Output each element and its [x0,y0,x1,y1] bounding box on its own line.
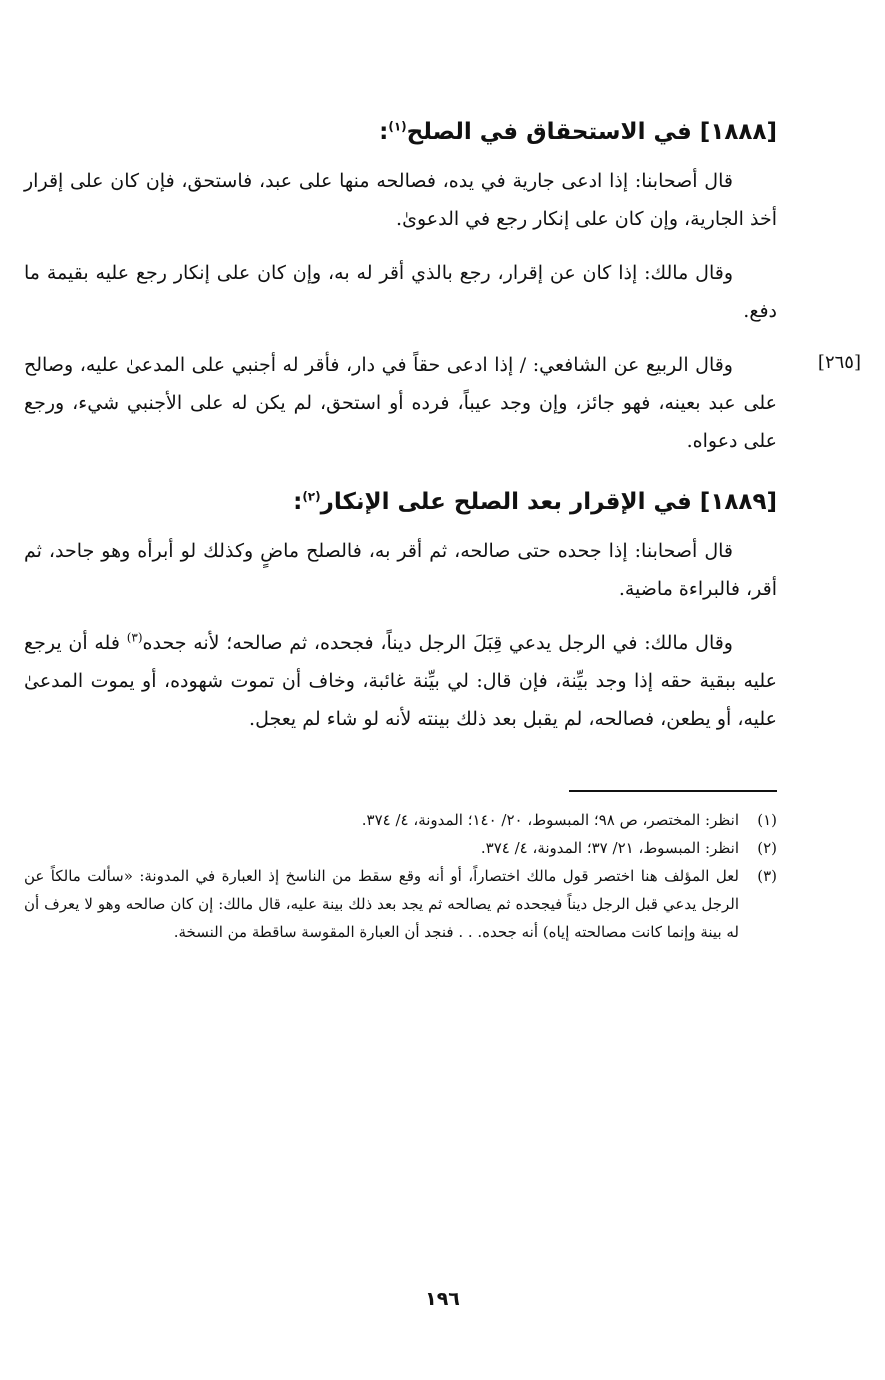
paragraph-text: وقال مالك: إذا كان عن إقرار، رجع بالذي أقر له به، وإن كان على إنكار رجع عليه بقيمة ما دفع. [24,262,777,322]
footnote-ref-1[interactable]: (١) [388,119,407,134]
section-heading-1889 [24,482,777,522]
margin-page-reference: [٢٦٥] [817,352,861,373]
heading-text: [١٨٨٨] في الاستحقاق في الصلح [406,119,777,145]
paragraph-text: قال أصحابنا: إذا ادعى جارية في يده، فصالحه منها على عبد، فاستحق، فإن كان على إقرار أخذ الجارية، وإن كان على إنكار رجع في الدعوىٰ. [24,170,777,230]
paragraph-text: وقال مالك: في الرجل يدعي قِبَلَ الرجل ديناً، فجحده، ثم صالحه؛ لأنه جحده [142,632,733,654]
footnote-separator [569,790,777,792]
paragraph [24,254,777,330]
heading-colon: : [379,119,389,145]
section-heading-1888 [24,112,777,152]
footnote-text: انظر: المبسوط، ٢١/ ٣٧؛ المدونة، ٤/ ٣٧٤. [480,839,739,857]
heading-text: [١٨٨٩] في الإقرار بعد الصلح على الإنكار [320,489,777,515]
heading-colon: : [293,489,303,515]
footnote-1 [24,806,777,834]
footnotes [24,806,777,946]
footnote-number: (١) [757,811,777,829]
footnote-text: انظر: المختصر، ص ٩٨؛ المبسوط، ٢٠/ ١٤٠؛ المدونة، ٤/ ٣٧٤. [361,811,739,829]
footnote-text: لعل المؤلف هنا اختصر قول مالك اختصاراً، أو أنه وقع سقط من الناسخ إذ العبارة في المدونة: «سألت مالكاً عن الرجل يدعي قبل الرجل ديناً فيجحده ثم يصالحه ثم يجد بعد ذلك بينة عليه، قال مالك: إن كان صالحه وهو لا يعرف أن له بينة وإنما كانت مصالحته إياه) أنه جحده. . . فنجد أن العبارة المقوسة ساقطة من النسخة. [24,867,739,941]
paragraph [24,346,777,460]
footnote-ref-3[interactable]: (٣) [126,630,143,645]
paragraph-text: فله أن يرجع عليه ببقية حقه إذا وجد بيِّنة، فإن قال: لي بيِّنة غائبة، وخاف أن تموت شهوده، أو يموت المدعىٰ عليه، أو يطعن، فصالحه، لم يقبل بعد ذلك بينته لأنه لو شاء لم يعجل. [24,632,777,730]
paragraph [24,532,777,608]
paragraph [24,624,777,738]
paragraph-text: وقال الربيع عن الشافعي: / إذا ادعى حقاً في دار، فأقر له أجنبي على المدعىٰ عليه، وصالح على عبد بعينه، فهو جائز، وإن وجد عيباً، فرده أو استحق، لم يكن له على الأجنبي شيء، ورجع على دعواه. [24,354,777,452]
footnote-number: (٣) [757,867,777,885]
page-number: ١٩٦ [425,1288,460,1310]
footnote-3 [24,862,777,946]
footnote-2 [24,834,777,862]
footnote-ref-2[interactable]: (٢) [302,489,321,504]
paragraph-text: قال أصحابنا: إذا جحده حتى صالحه، ثم أقر به، فالصلح ماضٍ وكذلك لو أبرأه وهو جاحد، ثم أقر، فالبراءة ماضية. [24,540,777,600]
paragraph [24,162,777,238]
footnote-number: (٢) [757,839,777,857]
